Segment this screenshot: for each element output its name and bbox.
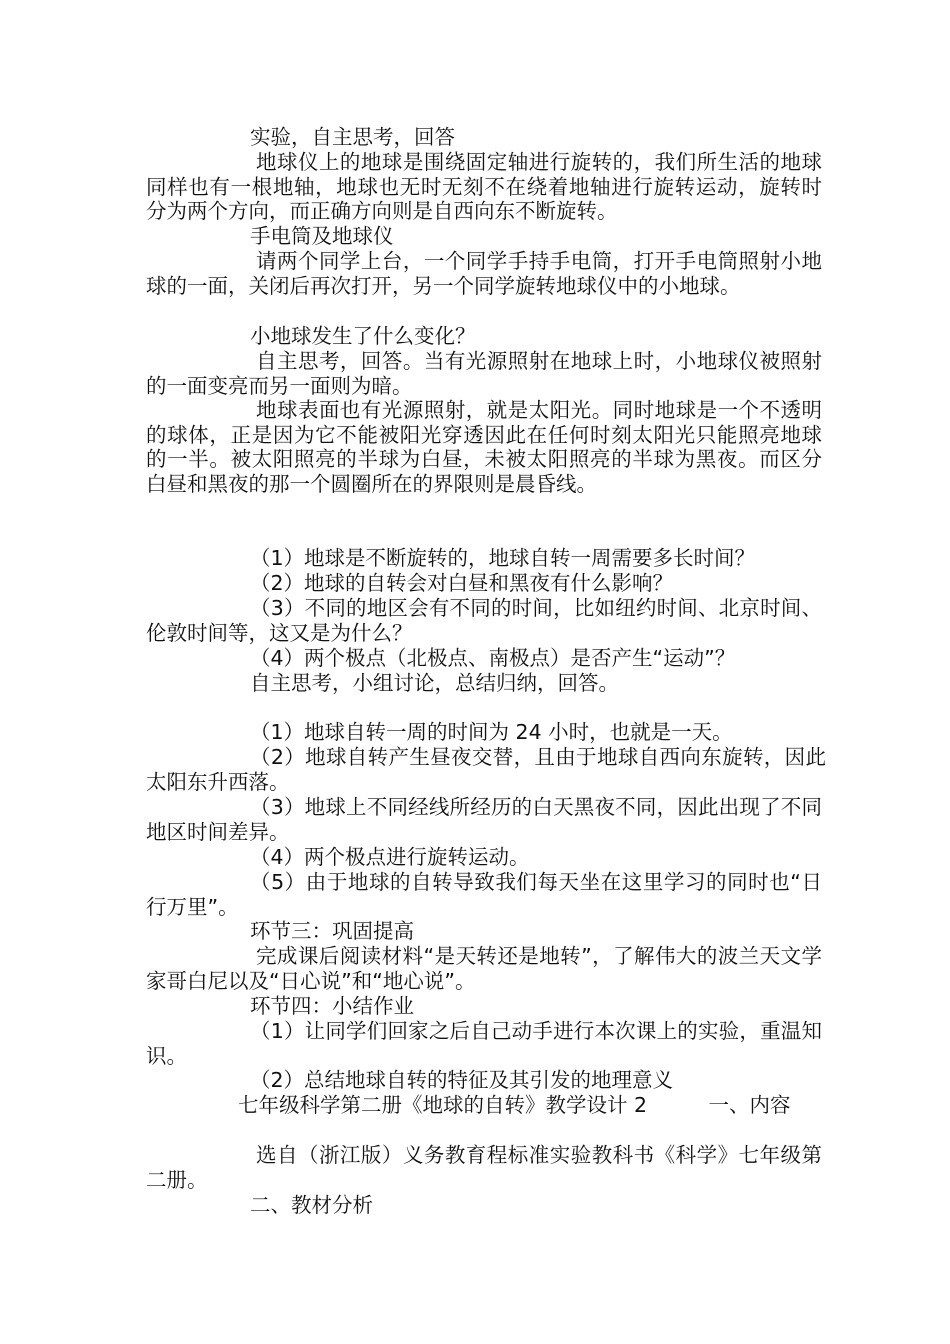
answer-item: （4）两个极点进行旋转运动。	[250, 845, 530, 869]
paragraph: 自主思考，回答。当有光源照射在地球上时，小地球仪被照射的一面变亮而另一面则为暗。	[146, 349, 822, 398]
question-item: （3）不同的地区会有不同的时间，比如纽约时间、北京时间、伦敦时间等，这又是为什么？	[146, 596, 822, 645]
homework-item: （1）让同学们回家之后自己动手进行本次课上的实验，重温知识。	[146, 1019, 822, 1068]
question-item: （2）地球的自转会对白昼和黑夜有什么影响？	[250, 571, 674, 595]
paragraph: 完成课后阅读材料“是天转还是地转”，了解伟大的波兰天文学家哥白尼以及“日心说”和“地心说”。	[146, 944, 822, 993]
homework-item: （2）总结地球自转的特征及其引发的地理意义	[250, 1068, 674, 1092]
paragraph: 小地球发生了什么变化？	[250, 324, 476, 348]
paragraph: 请两个同学上台，一个同学手持手电筒，打开手电筒照射小地球的一面，关闭后再次打开，另一个同学旋转地球仪中的小地球。	[146, 249, 822, 298]
question-item: （1）地球是不断旋转的，地球自转一周需要多长时间？	[250, 546, 756, 570]
paragraph: 自主思考，小组讨论，总结归纳，回答。	[250, 671, 619, 695]
section-heading: 环节四：小结作业	[250, 994, 414, 1018]
section-heading: 二、教材分析	[250, 1193, 373, 1217]
paragraph: 选自（浙江版）义务教育程标准实验教科书《科学》七年级第二册。	[146, 1143, 822, 1192]
paragraph: 地球仪上的地球是围绕固定轴进行旋转的，我们所生活的地球同样也有一根地轴，地球也无时无刻不在绕着地轴进行旋转运动，旋转时分为两个方向，而正确方向则是自西向东不断旋转。	[146, 150, 822, 223]
document-title: 七年级科学第二册《地球的自转》教学设计 2 一、内容	[238, 1093, 791, 1117]
answer-item: （2）地球自转产生昼夜交替，且由于地球自西向东旋转，因此太阳东升西落。	[146, 745, 826, 794]
paragraph: 实验，自主思考，回答	[250, 125, 455, 149]
answer-item: （3）地球上不同经线所经历的白天黑夜不同，因此出现了不同地区时间差异。	[146, 795, 822, 844]
section-heading: 环节三：巩固提高	[250, 919, 414, 943]
question-item: （4）两个极点（北极点、南极点）是否产生“运动”？	[250, 646, 736, 670]
answer-item: （1）地球自转一周的时间为 24 小时，也就是一天。	[250, 720, 733, 744]
paragraph: 手电筒及地球仪	[250, 224, 394, 248]
paragraph: 地球表面也有光源照射，就是太阳光。同时地球是一个不透明的球体，正是因为它不能被阳光穿透因此在任何时刻太阳光只能照亮地球的一半。被太阳照亮的半球为白昼，未被太阳照亮的半球为黑夜。而区分白昼和黑夜的那一个圆圈所在的界限则是晨昏线。	[146, 398, 822, 496]
answer-item: （5）由于地球的自转导致我们每天坐在这里学习的同时也“日行万里”。	[146, 870, 822, 919]
